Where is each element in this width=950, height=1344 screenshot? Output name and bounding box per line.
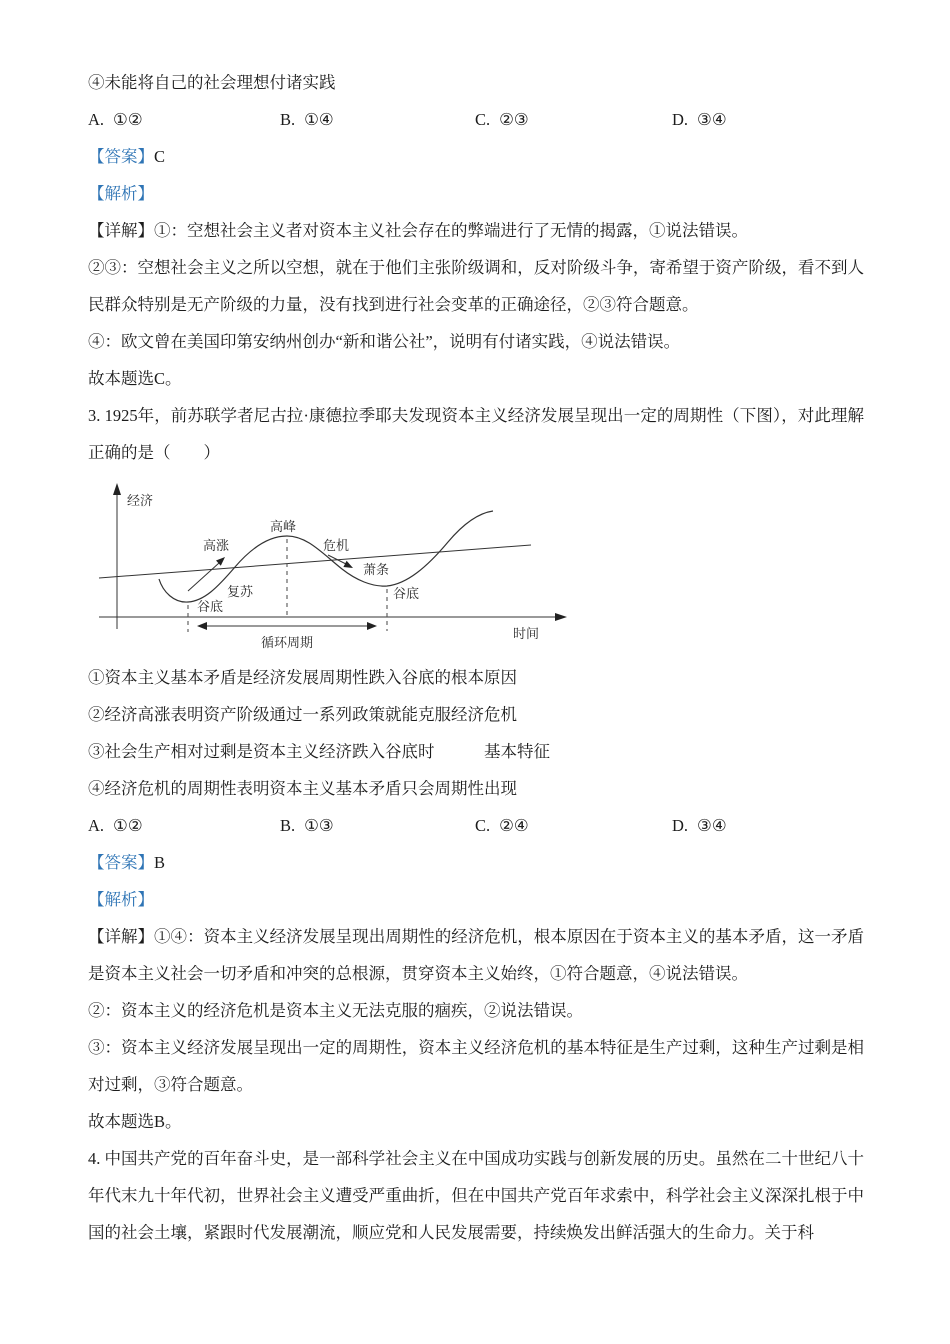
q2-conclusion: 故本题选C。 (88, 369, 182, 388)
choice-value: ③④ (697, 110, 727, 129)
chart-label-boom: 高涨 (203, 538, 230, 553)
q3-detail-3: ③：资本主义经济发展呈现出一定的周期性，资本主义经济危机的基本特征是生产过剩，这种生产过剩是相对过剩，③符合题意。 (88, 1038, 864, 1094)
q3-answer-value: B (154, 853, 166, 872)
q2-choice-c (475, 101, 672, 138)
choice-value: ②③ (499, 110, 529, 129)
q3-choice-b (280, 807, 475, 844)
choice-letter: A. (88, 816, 105, 835)
choice-letter: B. (280, 110, 296, 129)
analysis-label: 【解析】 (88, 890, 154, 909)
detail-text: ①：空想社会主义者对资本主义社会存在的弊端进行了无情的揭露，①说法错误。 (154, 221, 748, 240)
choice-value: ②④ (499, 816, 529, 835)
choice-letter: B. (280, 816, 296, 835)
choice-value: ①② (113, 816, 143, 835)
y-axis-arrowhead-icon (113, 483, 121, 495)
q2-choice-a (88, 101, 280, 138)
q3-analysis-line (88, 881, 864, 918)
analysis-label: 【解析】 (88, 184, 154, 203)
q2-answer-line (88, 138, 864, 175)
q2-detail-2: ②③：空想社会主义之所以空想，就在于他们主张阶级调和，反对阶级斗争，寄希望于资产阶级，看不到人民群众特别是无产阶级的力量，没有找到进行社会变革的正确途径，②③符合题意。 (88, 258, 864, 314)
q3-choice-c (475, 807, 672, 844)
q2-choices-row (88, 101, 864, 138)
q2-analysis-line (88, 175, 864, 212)
q2-choice-b (280, 101, 475, 138)
choice-letter: C. (475, 110, 491, 129)
q3-choice-d (672, 807, 864, 844)
choice-value: ①③ (304, 816, 334, 835)
cycle-curve (159, 511, 493, 602)
boom-arrow (188, 563, 219, 591)
x-axis-arrowhead-icon (555, 613, 567, 621)
choice-value: ③④ (697, 816, 727, 835)
choice-letter: D. (672, 816, 689, 835)
chart-label-depression: 萧条 (363, 562, 390, 577)
chart-label-crisis: 危机 (323, 538, 350, 553)
q2-detail-3: ④：欧文曾在美国印第安纳州创办“新和谐公社”，说明有付诸实践，④说法错误。 (88, 332, 681, 351)
chart-ylabel: 经济 (127, 493, 154, 508)
detail-label: 【详解】 (88, 221, 154, 240)
chart-label-cycle-period: 循环周期 (260, 635, 314, 650)
q2-statement-4: ④未能将自己的社会理想付诸实践 (88, 73, 336, 92)
chart-label-trough1: 谷底 (197, 599, 224, 614)
choice-value: ①② (113, 110, 143, 129)
q3-choice-a (88, 807, 280, 844)
q3-detail-1 (88, 918, 864, 992)
q3-statement-2: ②经济高涨表明资产阶级通过一系列政策就能克服经济危机 (88, 705, 517, 724)
q3-detail-2: ②：资本主义的经济危机是资本主义无法克服的痼疾，②说法错误。 (88, 1001, 583, 1020)
choice-letter: C. (475, 816, 491, 835)
q2-detail-1 (88, 212, 864, 249)
q3-statement-1: ①资本主义基本矛盾是经济发展周期性跌入谷底的根本原因 (88, 668, 517, 687)
economic-cycle-figure (85, 479, 864, 654)
choice-letter: D. (672, 110, 689, 129)
q3-choices-row (88, 807, 864, 844)
answer-label: 【答案】 (88, 147, 154, 166)
chart-label-recovery: 复苏 (227, 584, 254, 599)
crisis-arrowhead-icon (343, 561, 353, 568)
chart-label-trough2: 谷底 (393, 586, 420, 601)
cycle-left-arrowhead-icon (197, 622, 207, 630)
trend-line (99, 545, 531, 578)
chart-label-peak: 高峰 (270, 519, 297, 534)
detail-label: 【详解】 (88, 927, 155, 946)
q3-statement-3: ③社会生产相对过剩是资本主义经济跌入谷底时 基本特征 (88, 742, 550, 761)
choice-value: ①④ (304, 110, 334, 129)
q2-answer-value: C (154, 147, 166, 166)
cycle-right-arrowhead-icon (367, 622, 377, 630)
answer-label: 【答案】 (88, 853, 154, 872)
q4-stem: 4. 中国共产党的百年奋斗史，是一部科学社会主义在中国成功实践与创新发展的历史。虽然在二十世纪八十年代末九十年代初，世界社会主义遭受严重曲折，但在中国共产党百年求索中，科学社会主义深深扎根于中国的社会土壤，紧跟时代发展潮流，顺应党和人民发展需要，持续焕发出鲜活强大的生命力。关于科 (88, 1149, 864, 1242)
detail-text: ①④：资本主义经济发展呈现出周期性的经济危机，根本原因在于资本主义的基本矛盾，这一矛盾是资本主义社会一切矛盾和冲突的总根源，贯穿资本主义始终，①符合题意，④说法错误。 (88, 927, 865, 983)
economic-cycle-diagram (85, 479, 605, 654)
chart-xlabel: 时间 (513, 626, 540, 641)
q3-stem: 3. 1925年，前苏联学者尼古拉·康德拉季耶夫发现资本主义经济发展呈现出一定的周期性（下图），对此理解正确的是（ ） (88, 406, 864, 462)
q2-choice-d (672, 101, 864, 138)
q3-answer-line (88, 844, 864, 881)
q3-conclusion: 故本题选B。 (88, 1112, 182, 1131)
q3-statement-4: ④经济危机的周期性表明资本主义基本矛盾只会周期性出现 (88, 779, 517, 798)
choice-letter: A. (88, 110, 105, 129)
